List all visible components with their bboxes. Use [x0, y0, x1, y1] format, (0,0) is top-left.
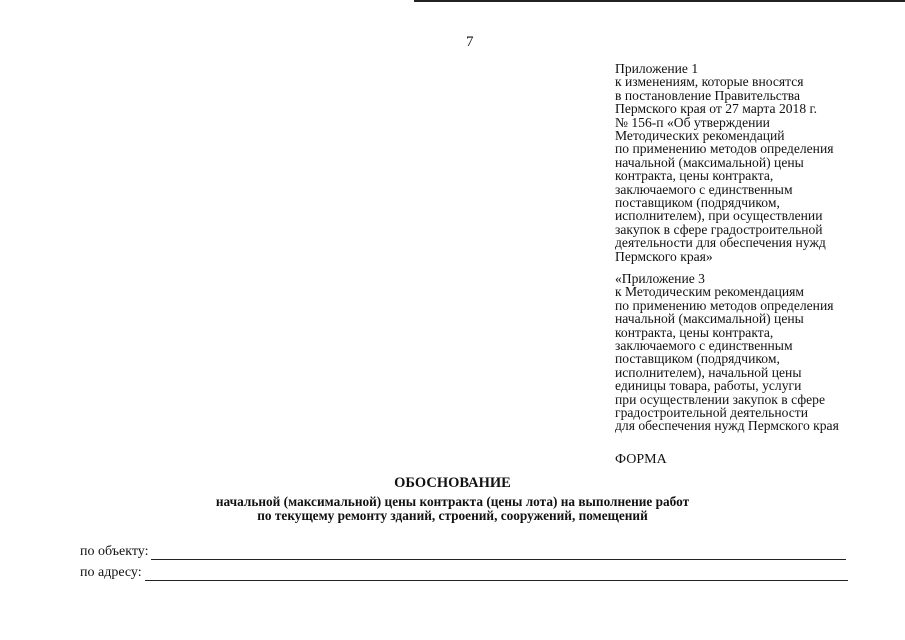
- object-field: [80, 544, 846, 560]
- document-title: ОБОСНОВАНИЕ: [394, 475, 511, 491]
- address-field-label: по адресу:: [80, 565, 142, 580]
- object-field-line[interactable]: [151, 545, 846, 560]
- page-number: 7: [466, 34, 474, 50]
- object-field-label: по объекту:: [80, 544, 149, 559]
- appendix-1-header: Приложение 1 к изменениям, которые вносятся в постановление Правительства Пермского края от 27 марта 2018 г. № 156-п «Об утверждении Методических рекомендаций по применению методов определения начальной (максимальной) цены контракта, цены контракта, заключаемого с единственным поставщиком (подрядчиком, исполнителем), при осуществлении закупок в сфере градостроительной деятельности для обеспечения нужд Пермского края»: [615, 61, 834, 264]
- address-field-line[interactable]: [145, 566, 848, 581]
- form-label: ФОРМА: [615, 452, 667, 467]
- address-field: [80, 565, 848, 581]
- document-subtitle: начальной (максимальной) цены контракта (цены лота) на выполнение работ по текущему ремонту зданий, строений, сооружений, помещений: [215, 494, 690, 523]
- appendix-3-header: «Приложение 3 к Методическим рекомендациям по применению методов определения начальной (максимальной) цены контракта, цены контракта, заключаемого с единственным поставщиком (подрядчиком, исполнителем), начальной цены единицы товара, работы, услуги при осуществлении закупок в сфере градостроительной деятельности для обеспечения нужд Пермского края: [615, 271, 839, 434]
- top-rule: [414, 0, 905, 2]
